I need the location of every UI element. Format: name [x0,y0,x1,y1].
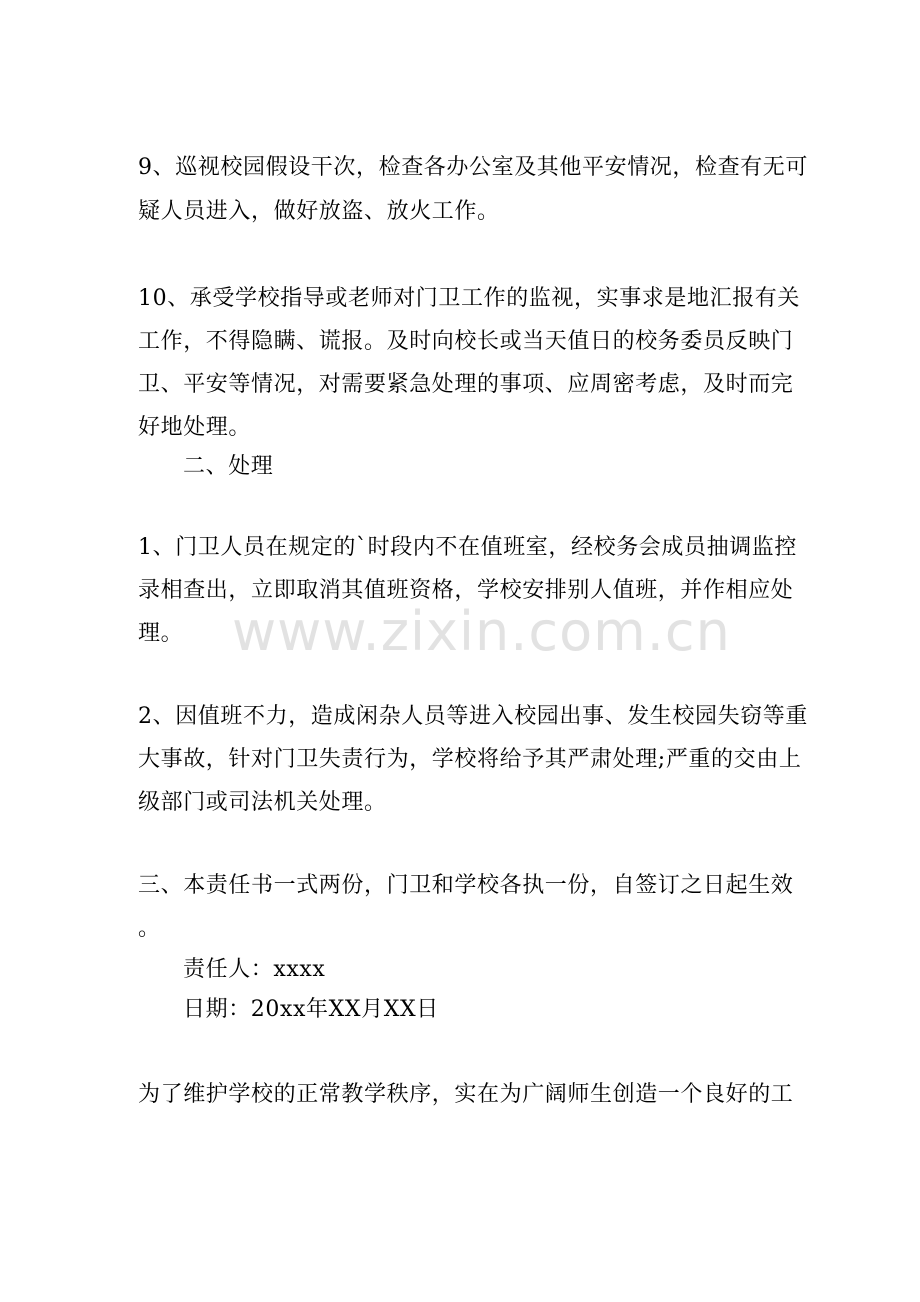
item-2-line-3: 级部门或司法机关处理。 [138,790,387,815]
paragraph-9-line-2: 疑人员进入，做好放盗、放火工作。 [138,199,500,224]
date-line: 日期：20xx年XX月XX日 [183,997,439,1022]
item-1-line-1: 1、门卫人员在规定的`时段内不在值班室，经校务会成员抽调监控 [138,535,797,560]
paragraph-9-line-1: 9、巡视校园假设干次，检查各办公室及其他平安情况，检查有无可 [138,155,808,180]
item-1-line-2: 录相查出，立即取消其值班资格，学校安排别人值班，并作相应处 [138,578,794,603]
section-heading-processing: 二、处理 [183,454,274,479]
paragraph-10-line-2: 工作，不得隐瞒、谎报。及时向校长或当天值日的校务委员反映门 [138,329,794,354]
item-2-line-1: 2、因值班不力，造成闲杂人员等进入校园出事、发生校园失窃等重 [138,704,808,729]
closing-paragraph-line-1: 为了维护学校的正常教学秩序，实在为广阔师生创造一个良好的工 [138,1082,794,1107]
item-1-line-3: 理。 [138,621,184,646]
paragraph-10-line-3: 卫、平安等情况，对需要紧急处理的事项、应周密考虑，及时而完 [138,372,794,397]
section-three-line-2: 。 [138,916,161,941]
paragraph-10-line-1: 10、承受学校指导或老师对门卫工作的监视，实事求是地汇报有关 [138,286,800,311]
paragraph-10-line-4: 好地处理。 [138,415,252,440]
section-three-line-1: 三、本责任书一式两份，门卫和学校各执一份，自签订之日起生效 [138,873,794,898]
responsible-person: 责任人：xxxx [183,957,326,982]
watermark: www.zixin.com.cn [232,600,731,663]
item-2-line-2: 大事故，针对门卫失责行为，学校将给予其严肃处理;严重的交由上 [138,747,802,772]
